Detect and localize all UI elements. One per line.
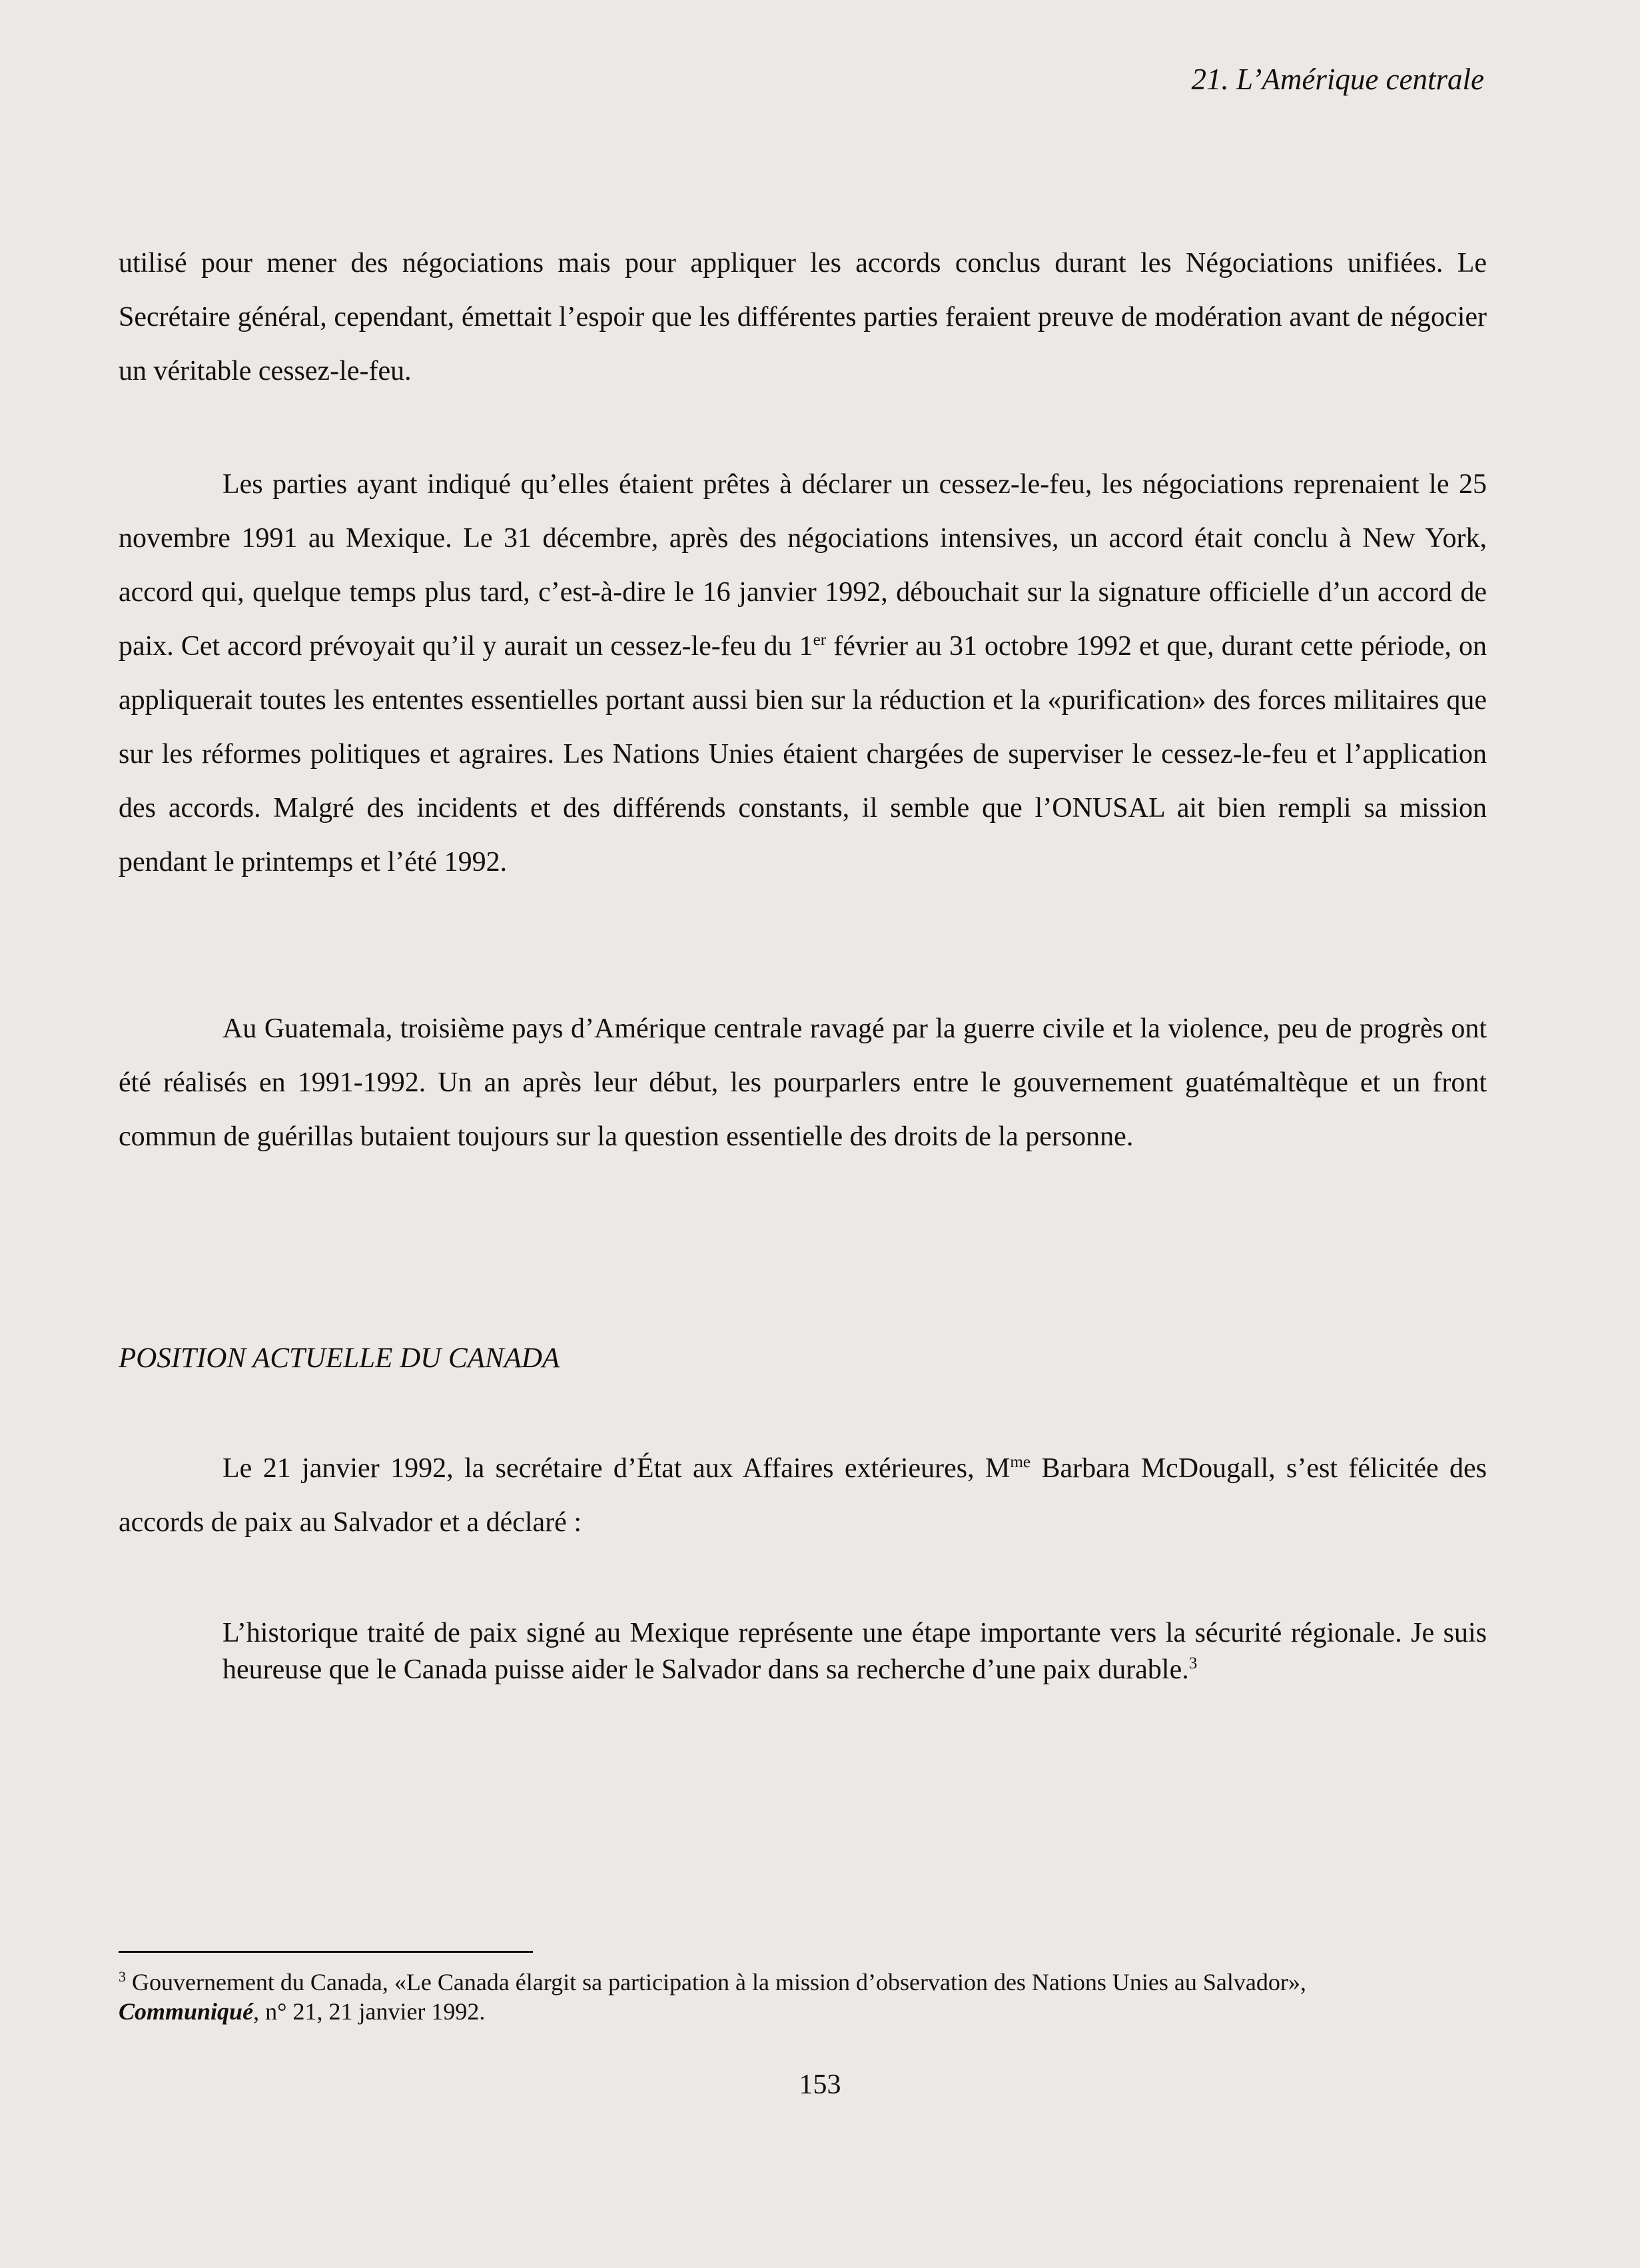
paragraph-text: Au Guatemala, troisième pays d’Amérique centrale ravagé par la guerre civile et la violence, peu de progrès ont été réalisés en 1991-1992. Un an après leur début, les pourparlers entre le gouvernement guatémaltèque et un front commun de guérillas butaient toujours sur la question essentielle des droits de la personne. [119,1013,1487,1152]
page-number: 153 [799,2069,841,2100]
paragraph-text-part: février au 31 octobre 1992 et que, durant cette période, on appliquerait toutes les ententes essentielles portant aussi bien sur la réduction et la «purification» des forces militaires que sur les réformes politiques et agraires. Les Nations Unies étaient chargées de superviser le cessez-le-feu et l’application des accords. Malgré des incidents et des différends constants, il semble que l’ONUSAL ait bien rempli sa mission pendant le printemps et l’été 1992. [119,631,1487,877]
footnote-separator [119,1951,533,1953]
ordinal-superscript: er [813,631,827,649]
quote-body: L’historique traité de paix signé au Mexique représente une étape importante vers la sécurité régionale. Je suis heureuse que le Canada puisse aider le Salvador dans sa recherche d’une paix durable. [222,1618,1487,1685]
quote-text [222,1615,1487,1688]
section-heading: POSITION ACTUELLE DU CANADA [119,1343,560,1374]
title-superscript: me [1010,1453,1031,1471]
running-header: 21. L’Amérique centrale [1191,63,1484,96]
footnote-reference: 3 [1188,1654,1198,1672]
paragraph-continuation [119,237,1487,398]
footnote [119,1968,1491,2026]
paragraph-text-part: Le 21 janvier 1992, la secrétaire d’État aux Affaires extérieures, M [222,1453,1011,1484]
paragraph-salvador-negotiations [119,458,1487,889]
paragraph-text: utilisé pour mener des négociations mais pour appliquer les accords conclus durant les Négociations unifiées. Le Secrétaire général, cependant, émettait l’espoir que les différentes parties feraient preuve de modération avant de négocier un véritable cessez-le-feu. [119,248,1487,386]
paragraph-text [119,1442,1487,1550]
block-quote [222,1615,1487,1688]
paragraph-text [119,458,1487,889]
paragraph-text-part: Les parties ayant indiqué qu’elles étaient prêtes à déclarer un cessez-le-feu, les négociations reprenaient le 25 novembre 1991 au Mexique. Le 31 décembre, après des négociations intensives, un accord était conclu à New York, accord qui, quelque temps plus tard, c’est-à-dire le 16 janvier 1992, débouchait sur la signature officielle d’un accord de paix. Cet accord prévoyait qu’il y aurait un cessez-le-feu du 1 [119,469,1487,662]
footnote-marker: 3 [119,1968,126,1985]
footnote-text: Gouvernement du Canada, «Le Canada élargit sa participation à la mission d’observation des Nations Unies au Salvador», [126,1969,1306,1995]
paragraph-canada-position [119,1442,1487,1550]
paragraph-guatemala [119,1002,1487,1164]
paragraph-text-part: Barbara McDougall, s’est félicitée des accords de paix au Salvador et a déclaré : [119,1453,1487,1538]
footnote-source: Communiqué [119,1998,254,2025]
footnote-text-end: , n° 21, 21 janvier 1992. [253,1998,486,2025]
